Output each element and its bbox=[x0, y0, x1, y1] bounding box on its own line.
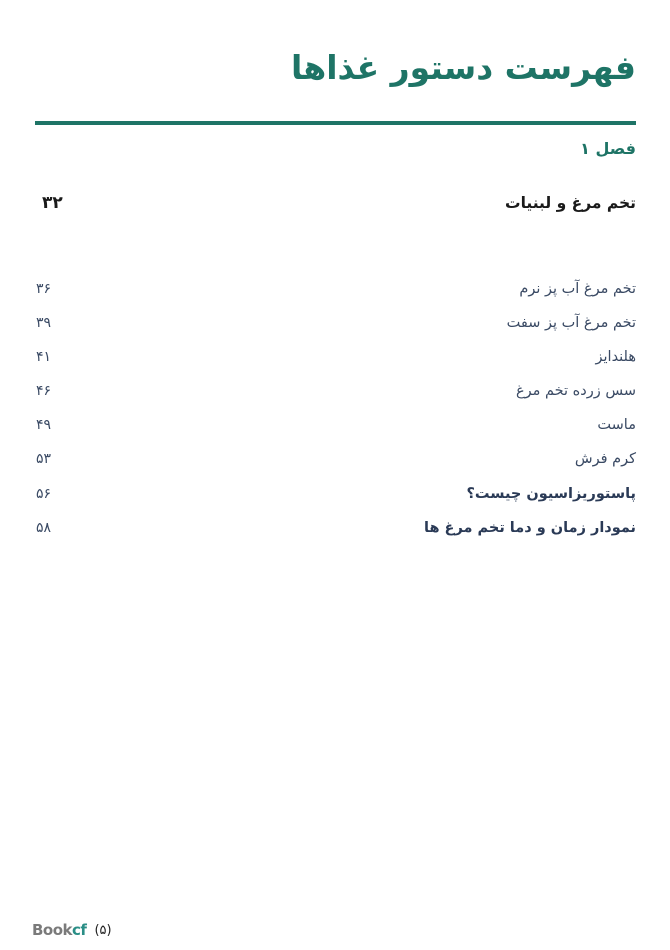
bookcf-logo: Bookcf bbox=[32, 921, 87, 939]
entry-page-number: ۵۳ bbox=[36, 451, 52, 467]
chapter-label: فصل ۱ bbox=[580, 139, 636, 158]
toc-entry[interactable] bbox=[36, 481, 636, 507]
entry-title: تخم مرغ آب پز نرم bbox=[519, 281, 636, 297]
entry-title: کرم فرش bbox=[574, 451, 636, 467]
toc-entry[interactable] bbox=[36, 446, 636, 472]
toc-entry[interactable] bbox=[36, 515, 636, 541]
entry-page-number: ۵۶ bbox=[36, 486, 52, 502]
entry-title: ماست bbox=[597, 417, 636, 433]
entry-page-number: ۴۹ bbox=[36, 417, 52, 433]
toc-entry[interactable] bbox=[36, 412, 636, 438]
entry-page-number: ۴۶ bbox=[36, 383, 52, 399]
section-heading-row[interactable] bbox=[36, 190, 636, 216]
entry-title: نمودار زمان و دما تخم مرغ ها bbox=[424, 520, 636, 536]
entry-title: تخم مرغ آب پز سفت bbox=[506, 315, 636, 331]
entry-page-number: ۳۹ bbox=[36, 315, 52, 331]
footer-page-number: (۵) bbox=[94, 922, 112, 938]
toc-entry[interactable] bbox=[36, 378, 636, 404]
entry-title: هلندایز bbox=[595, 349, 636, 365]
toc-entry[interactable] bbox=[36, 276, 636, 302]
entry-page-number: ۵۸ bbox=[36, 520, 52, 536]
entry-title: پاستوریزاسیون چیست؟ bbox=[466, 486, 636, 502]
entry-page-number: ۳۶ bbox=[36, 281, 52, 297]
title-divider bbox=[35, 121, 636, 125]
toc-entry[interactable] bbox=[36, 344, 636, 370]
entry-page-number: ۴۱ bbox=[36, 349, 52, 365]
section-page-number: ۳۲ bbox=[42, 193, 63, 213]
page-title: فهرست دستور غذاها bbox=[290, 48, 636, 87]
page-footer bbox=[32, 921, 112, 939]
toc-entry[interactable] bbox=[36, 310, 636, 336]
section-title: تخم مرغ و لبنیات bbox=[505, 194, 636, 212]
entry-title: سس زرده تخم مرغ bbox=[516, 383, 636, 399]
